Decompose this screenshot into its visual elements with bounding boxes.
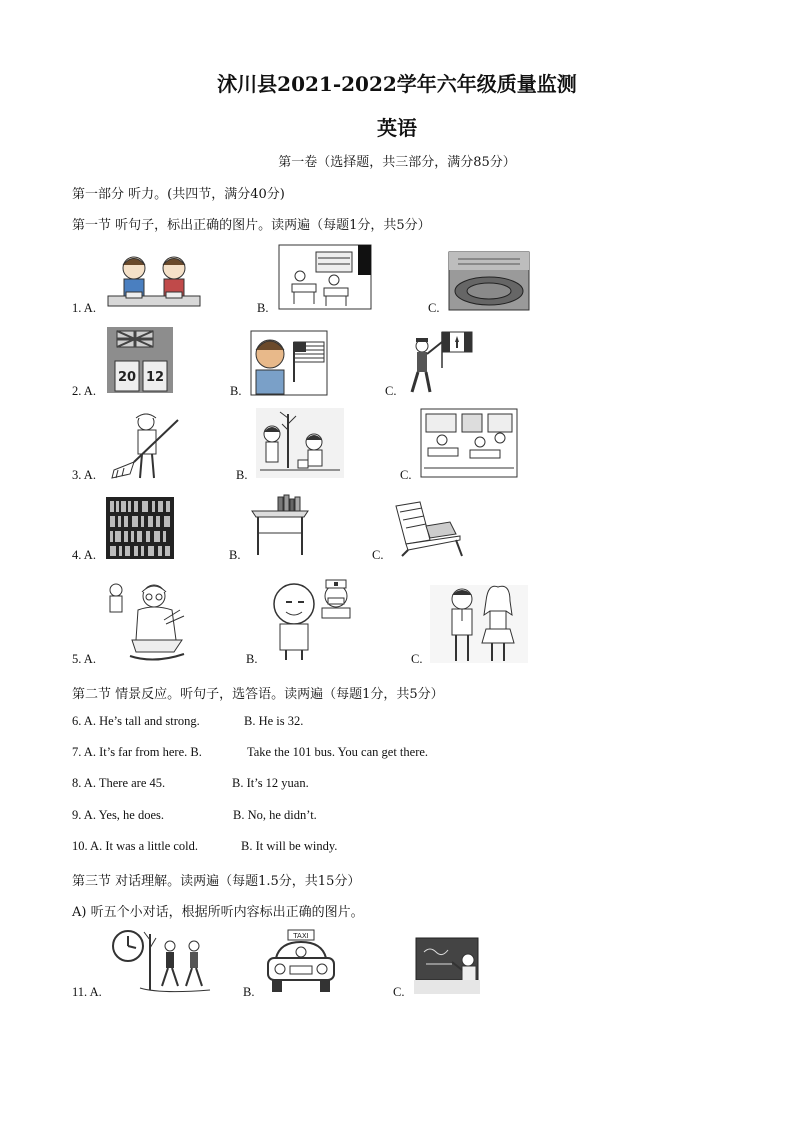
q5-image-c-man-woman[interactable] [430,585,528,663]
q10-option-b[interactable]: B. It will be windy. [241,839,338,853]
q2-label-a: 2. A. [72,384,96,398]
q5-label-b: B. [246,652,258,666]
q4-label-c: C. [372,548,384,562]
q1-label-a: 1. A. [72,301,96,315]
q9-option-b[interactable]: B. No, he didn’t. [233,808,317,822]
q11-image-c-teacher-blackboard[interactable] [414,936,484,996]
q1-image-c-stadium[interactable] [448,251,530,311]
q5-image-a-grandma-knitting[interactable] [104,580,190,662]
q3-image-a-sweeping-man[interactable] [104,412,182,480]
section2-heading: 第二节 情景反应。听句子，选答语。读两遍（每题1分，共5分） [72,687,444,702]
q5-label-a: 5. A. [72,652,96,666]
q8-option-a[interactable]: 8. A. There are 45. [72,776,166,790]
q3-label-c: C. [400,468,412,482]
q1-image-b-classroom[interactable] [278,244,372,310]
q11-image-a-clock-runners[interactable] [110,928,212,996]
section3-sub-a: A) 听五个小对话，根据所听内容标出正确的图片。 [72,905,364,920]
q3-label-b: B. [236,468,248,482]
q3-label-a: 3. A. [72,468,96,482]
q4-label-a: 4. A. [72,548,96,562]
q2-image-c-canada-flag-soldier[interactable] [402,328,476,394]
q6-option-a[interactable]: 6. A. He’s tall and strong. [72,714,200,728]
q5-label-c: C. [411,652,423,666]
q2-image-a-uk-fans[interactable] [107,327,173,393]
exam-subject: 英语 [377,116,417,140]
q11-image-b-taxi[interactable] [264,928,338,996]
q9-option-a[interactable]: 9. A. Yes, he does. [72,808,165,822]
q2-label-c: C. [385,384,397,398]
taxi-sign-text: TAXI [293,932,309,940]
q2-label-b: B. [230,384,242,398]
q11-label-c: C. [393,985,405,999]
q4-image-a-bookshelf[interactable] [106,497,174,559]
volume-heading: 第一卷（选择题，共三部分，满分85分） [278,155,516,170]
shirt-number-20: 20 [118,370,137,385]
q2-image-b-usa-flag-boy[interactable] [250,330,328,396]
q10-option-a[interactable]: 10. A. It was a little cold. [72,839,199,853]
q3-image-b-planting-tree[interactable] [256,408,344,478]
q11-label-b: B. [243,985,255,999]
q1-label-b: B. [257,301,269,315]
q11-label-a: 11. A. [72,985,102,999]
q5-image-b-grandpa-nurse[interactable] [266,578,354,662]
exam-title: 沭川县2021-2022学年六年级质量监测 [217,72,577,96]
q4-image-b-desk-books[interactable] [250,493,312,557]
q4-image-c-chair-book[interactable] [390,500,466,558]
q6-option-b[interactable]: B. He is 32. [244,714,304,728]
shirt-number-12: 12 [146,370,165,385]
q3-image-c-library-room[interactable] [420,408,518,478]
q7-option-a[interactable]: 7. A. It’s far from here. B. [72,745,202,759]
q8-option-b[interactable]: B. It’s 12 yuan. [232,776,309,790]
part1-heading: 第一部分 听力。(共四节，满分40分) [72,187,285,202]
q4-label-b: B. [229,548,241,562]
q7-option-b[interactable]: Take the 101 bus. You can get there. [247,745,429,759]
section1-heading: 第一节 听句子，标出正确的图片。读两遍（每题1分，共5分） [72,218,431,233]
section3-heading: 第三节 对话理解。读两遍（每题1.5分，共15分） [72,874,361,889]
q1-label-c: C. [428,301,440,315]
q1-image-a-kids-eating[interactable] [106,252,202,310]
